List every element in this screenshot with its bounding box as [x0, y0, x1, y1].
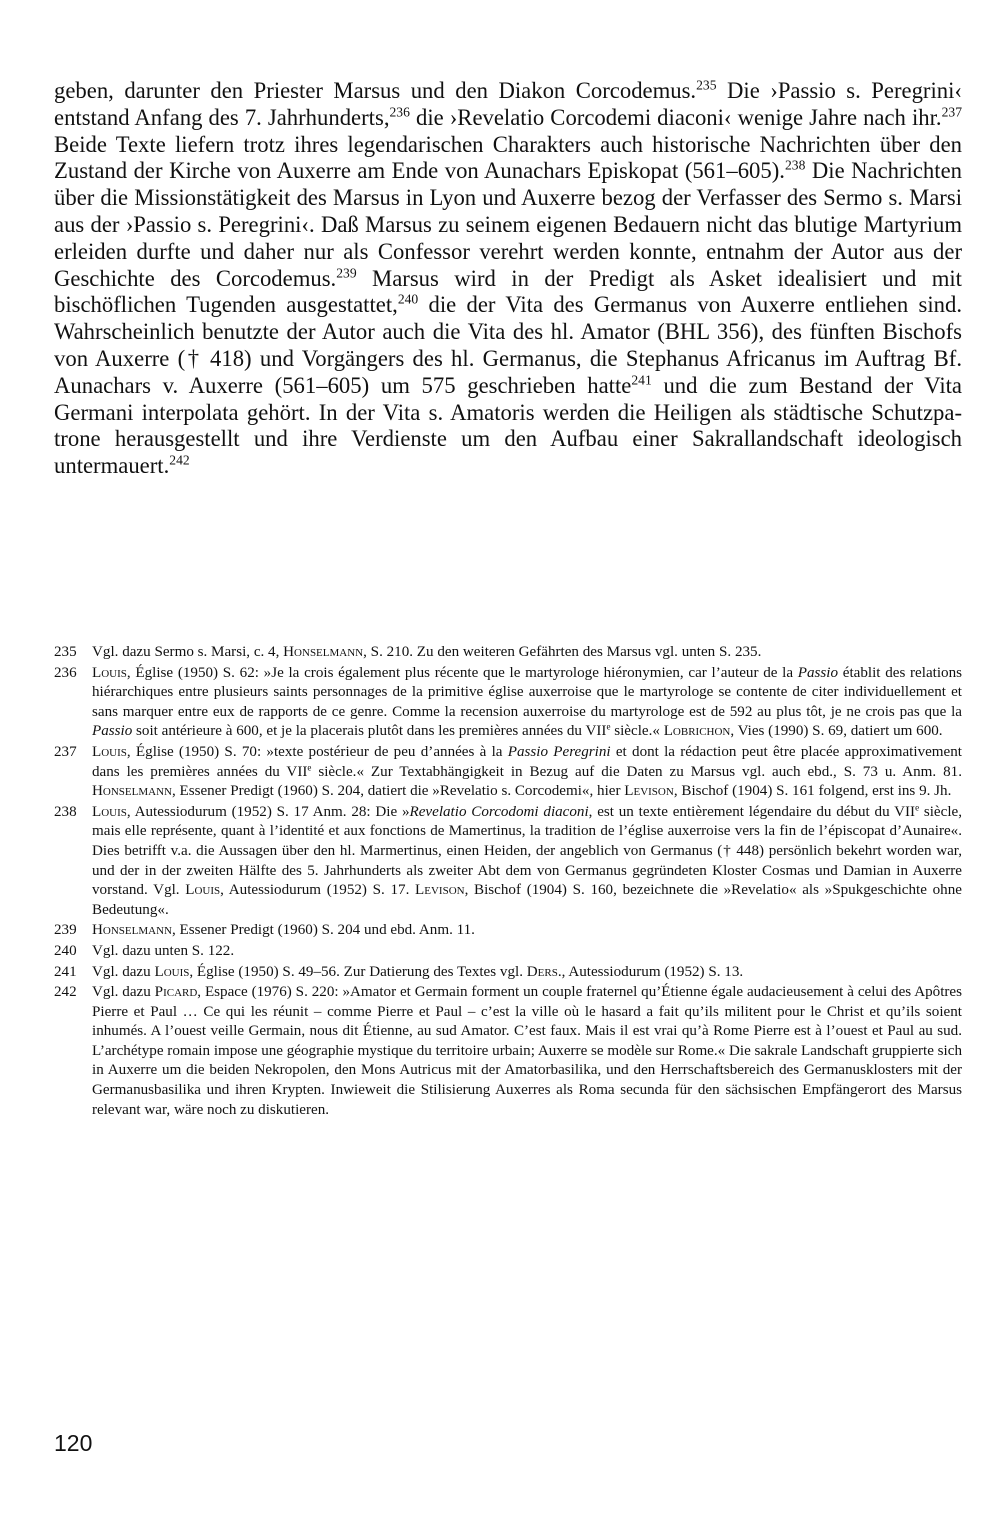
footnote-number: 236 [54, 664, 77, 681]
text-run: Marsus wird in der Predigt als Asket idealisiert und mit bischöflichen Tugenden ausgestattet, [54, 265, 962, 318]
text-run: , Vies (1990) S. 69, datiert um 600. [730, 723, 943, 740]
italic-title: Passio Peregrini [507, 743, 611, 760]
author-name: Picard [154, 984, 198, 1001]
text-run: soit antérieure à 600, et je la placerais plutôt dans les premières années du VII [132, 723, 607, 740]
footnotes [54, 643, 962, 1120]
footnote-number: 237 [54, 743, 77, 760]
text-run: , Essener Predigt (1960) S. 204 und ebd. Anm. 11. [171, 922, 475, 939]
text-run: , Église (1950) S. 62: »Je la crois également plus récente que le martyrologe hiéronymien, car l’auteur de la [126, 664, 798, 681]
text-run: Vgl. dazu [92, 963, 155, 980]
italic-title: Passio [797, 664, 839, 681]
page-number: 120 [54, 1430, 93, 1456]
author-name: Honselmann [283, 644, 364, 660]
text-run: établit des relations hiérarchiques entre plusieurs saints personnages de la primitive église auxerroise que le martyrologe se contente de citer individuellement et sans marquer entre eux de rapports de ce genre. Comme la recension auxerroise du martyrologe est de 592 au plus tôt, je ne crois pas que la [92, 664, 963, 720]
superscript: 239 [336, 265, 357, 281]
author-name: Louis [154, 963, 190, 980]
text-run: , Bischof (1904) S. 161 folgend, erst ins 9. Jh. [673, 783, 952, 800]
text-run: , Autessiodurum (1952) S. 13. [561, 963, 744, 980]
text-run: die der Vita des Germanus von Auxerre entliehen sind. Wahrscheinlich benutzte der Autor auch die Vita des hl. Amator (BHL 356), des fünften Bischofs von Auxerre († 418) und Vorgängers des hl. Germanus, die Stephanus Africanus im Auftrag Bf. Aunachars v. Auxerre (561–605) um 575 geschrieben hatte [54, 292, 962, 398]
superscript: e [915, 802, 920, 813]
text-run: et dont la rédaction peut être placée approximativement dans les premières années du VII [92, 743, 962, 780]
footnote-number: 239 [54, 922, 77, 939]
author-name: Honselmann [92, 783, 172, 800]
text-run: Die ›Passio s. Peregrini‹ entstand Anfang des 7. Jahrhunderts, [54, 78, 962, 130]
footnote [54, 664, 962, 742]
text-run: siècle.« Zur Textabhängigkeit in Bezug auf die Daten zu Marsus vgl. auch ebd., S. 73 u. Anm. 81. [311, 763, 962, 780]
author-name: Lobrichon [663, 723, 731, 740]
text-run: Vgl. dazu Sermo s. Marsi, c. 4, [92, 644, 284, 660]
superscript: 240 [397, 291, 419, 307]
footnote-number: 240 [54, 942, 77, 959]
text-run: siècle.« [610, 723, 664, 740]
author-name: Ders. [526, 963, 562, 980]
italic-title: Passio [92, 723, 133, 740]
text-run: Vgl. dazu unten S. 122. [92, 942, 235, 959]
footnote-number: 241 [54, 963, 77, 980]
text-run: geben, darunter den Priester Marsus und den Diakon Corcodemus. [54, 78, 697, 103]
text-run: , Église (1950) S. 49–56. Zur Datierung des Textes vgl. [189, 963, 527, 980]
footnote-number: 242 [54, 984, 77, 1001]
text-run: Vgl. dazu [92, 984, 155, 1001]
superscript: 242 [169, 452, 190, 468]
footnote-number: 238 [54, 803, 77, 820]
superscript: 236 [389, 104, 410, 120]
author-name: Levison [624, 783, 674, 800]
text-run: , S. 210. Zu den weiteren Gefährten des Marsus vgl. unten S. 235. [363, 644, 762, 660]
superscript: 237 [941, 104, 962, 120]
superscript: e [606, 721, 611, 732]
superscript: 235 [696, 77, 717, 93]
author-name: Honselmann [92, 922, 172, 939]
superscript: 241 [631, 372, 652, 388]
text-run: siècle, mais elle représente, quant à l’identité et aux fonctions de Mamertinus, la tradition de l’église auxerroise vers la fin de l’épiscopat d’Aunaire«. Dies betrifft v.a. die Aussagen über den hl. Marmertinus, einen Heiden, der angeblich von Germanus († 448) persönlich bekehrt worden war, und der in der zweiten Hälfte des 5. Jahrhunderts als zweiter Abt dem von Germanus gegründeten Kloster Cosmas und Damian in Auxerre vorstand. Vgl. [92, 803, 962, 899]
author-name: Louis [185, 882, 221, 899]
main-paragraph [54, 78, 962, 480]
text-run: , Autessiodurum (1952) S. 17. [220, 882, 416, 899]
footnote [54, 983, 962, 1120]
author-name: Louis [92, 803, 127, 820]
text-run: , Église (1950) S. 70: »texte postérieur de peu d’années à la [126, 743, 508, 760]
footnote [54, 942, 962, 962]
footnote [54, 963, 962, 983]
superscript: e [307, 761, 312, 772]
author-name: Louis [92, 664, 127, 681]
text-run: Die Nachrichten über die Missionstätigkeit des Marsus in Lyon und Auxerre bezog der Verfasser des Sermo s. Marsi aus der ›Passio s. Peregrini‹. Daß Marsus zu seinem eigenen Bedauern nicht das blutige Martyrium erleiden durfte und daher nur als Confessor verehrt werden konnte, entnahm der Autor aus der Geschichte des Corcodemus. [54, 158, 962, 291]
superscript: 238 [784, 157, 806, 173]
main-text [54, 78, 962, 480]
author-name: Levison [415, 882, 465, 899]
italic-title: Revelatio Corcodomi diaconi [409, 803, 589, 820]
footnote [54, 921, 962, 941]
text-run: , Autessiodurum (1952) S. 17 Anm. 28: Die » [126, 803, 410, 820]
text-run: , Bischof (1904) S. 160, bezeichnete die »Revelatio« als »Spukgeschichte ohne Bedeutung«. [92, 882, 962, 918]
footnote-number: 235 [54, 644, 77, 660]
author-name: Louis [92, 743, 127, 760]
text-run: Beide Texte liefern trotz ihres legendarischen Charakters auch historische Nachrichten über den Zustand der Kirche von Auxerre am Ende von Aunachars Episkopat (561–605). [54, 131, 962, 184]
footnote [54, 803, 962, 921]
text-run: , Essener Predigt (1960) S. 204, datiert die »Revelatio s. Corcodemi«, hier [171, 783, 625, 800]
text-run: , Espace (1976) S. 220: »Amator et Germain forment un couple fraternel qu’Étienne égale audacieusement à celui des Apôtres Pierre et Paul … Ce qui les réunit – comme Pierre et Paul – c’est la ville où le hasard a fait qu’ils militent pour le Christ et qu’ils soient inhumés. A l’ouest veille Germain, nous dit Étienne, au sud Amator. C’est faux. Mais il est vrai qu’à Rome Pierre est à l’ouest et Paul au sud. L’archétype romain impose une géographie mystique du territoire urbain; Auxerre se modèle sur Rome.« Die sakrale Landschaft gruppierte sich in Auxerre um die beiden Nekropolen, den Mons Autricus mit der Amatorbasilika, und den Herrschaftsbereich des Germanusklosters mit der Germanusbasilika und ihren Krypten. Inwieweit die Stilisierung Auxerres als Roma secunda für den sächsischen Empfängerort des Marsus relevant war, wäre noch zu diskutieren. [92, 984, 962, 1118]
text-run: die ›Revelatio Corcodemi diaconi‹ wenige Jahre nach ihr. [409, 104, 942, 130]
footnote [54, 643, 962, 663]
text-run: , est un texte entièrement légendaire du début du VII [588, 803, 916, 820]
footnote [54, 743, 962, 802]
text-run: und die zum Bestand der Vita Germani interpolata gehört. In der Vita s. Amatoris werden die Heiligen als städtische Schutzpatrone herausgestellt und ihre Verdienste um den Aufbau einer Sakrallandschaft ideologisch untermauert. [54, 372, 962, 479]
